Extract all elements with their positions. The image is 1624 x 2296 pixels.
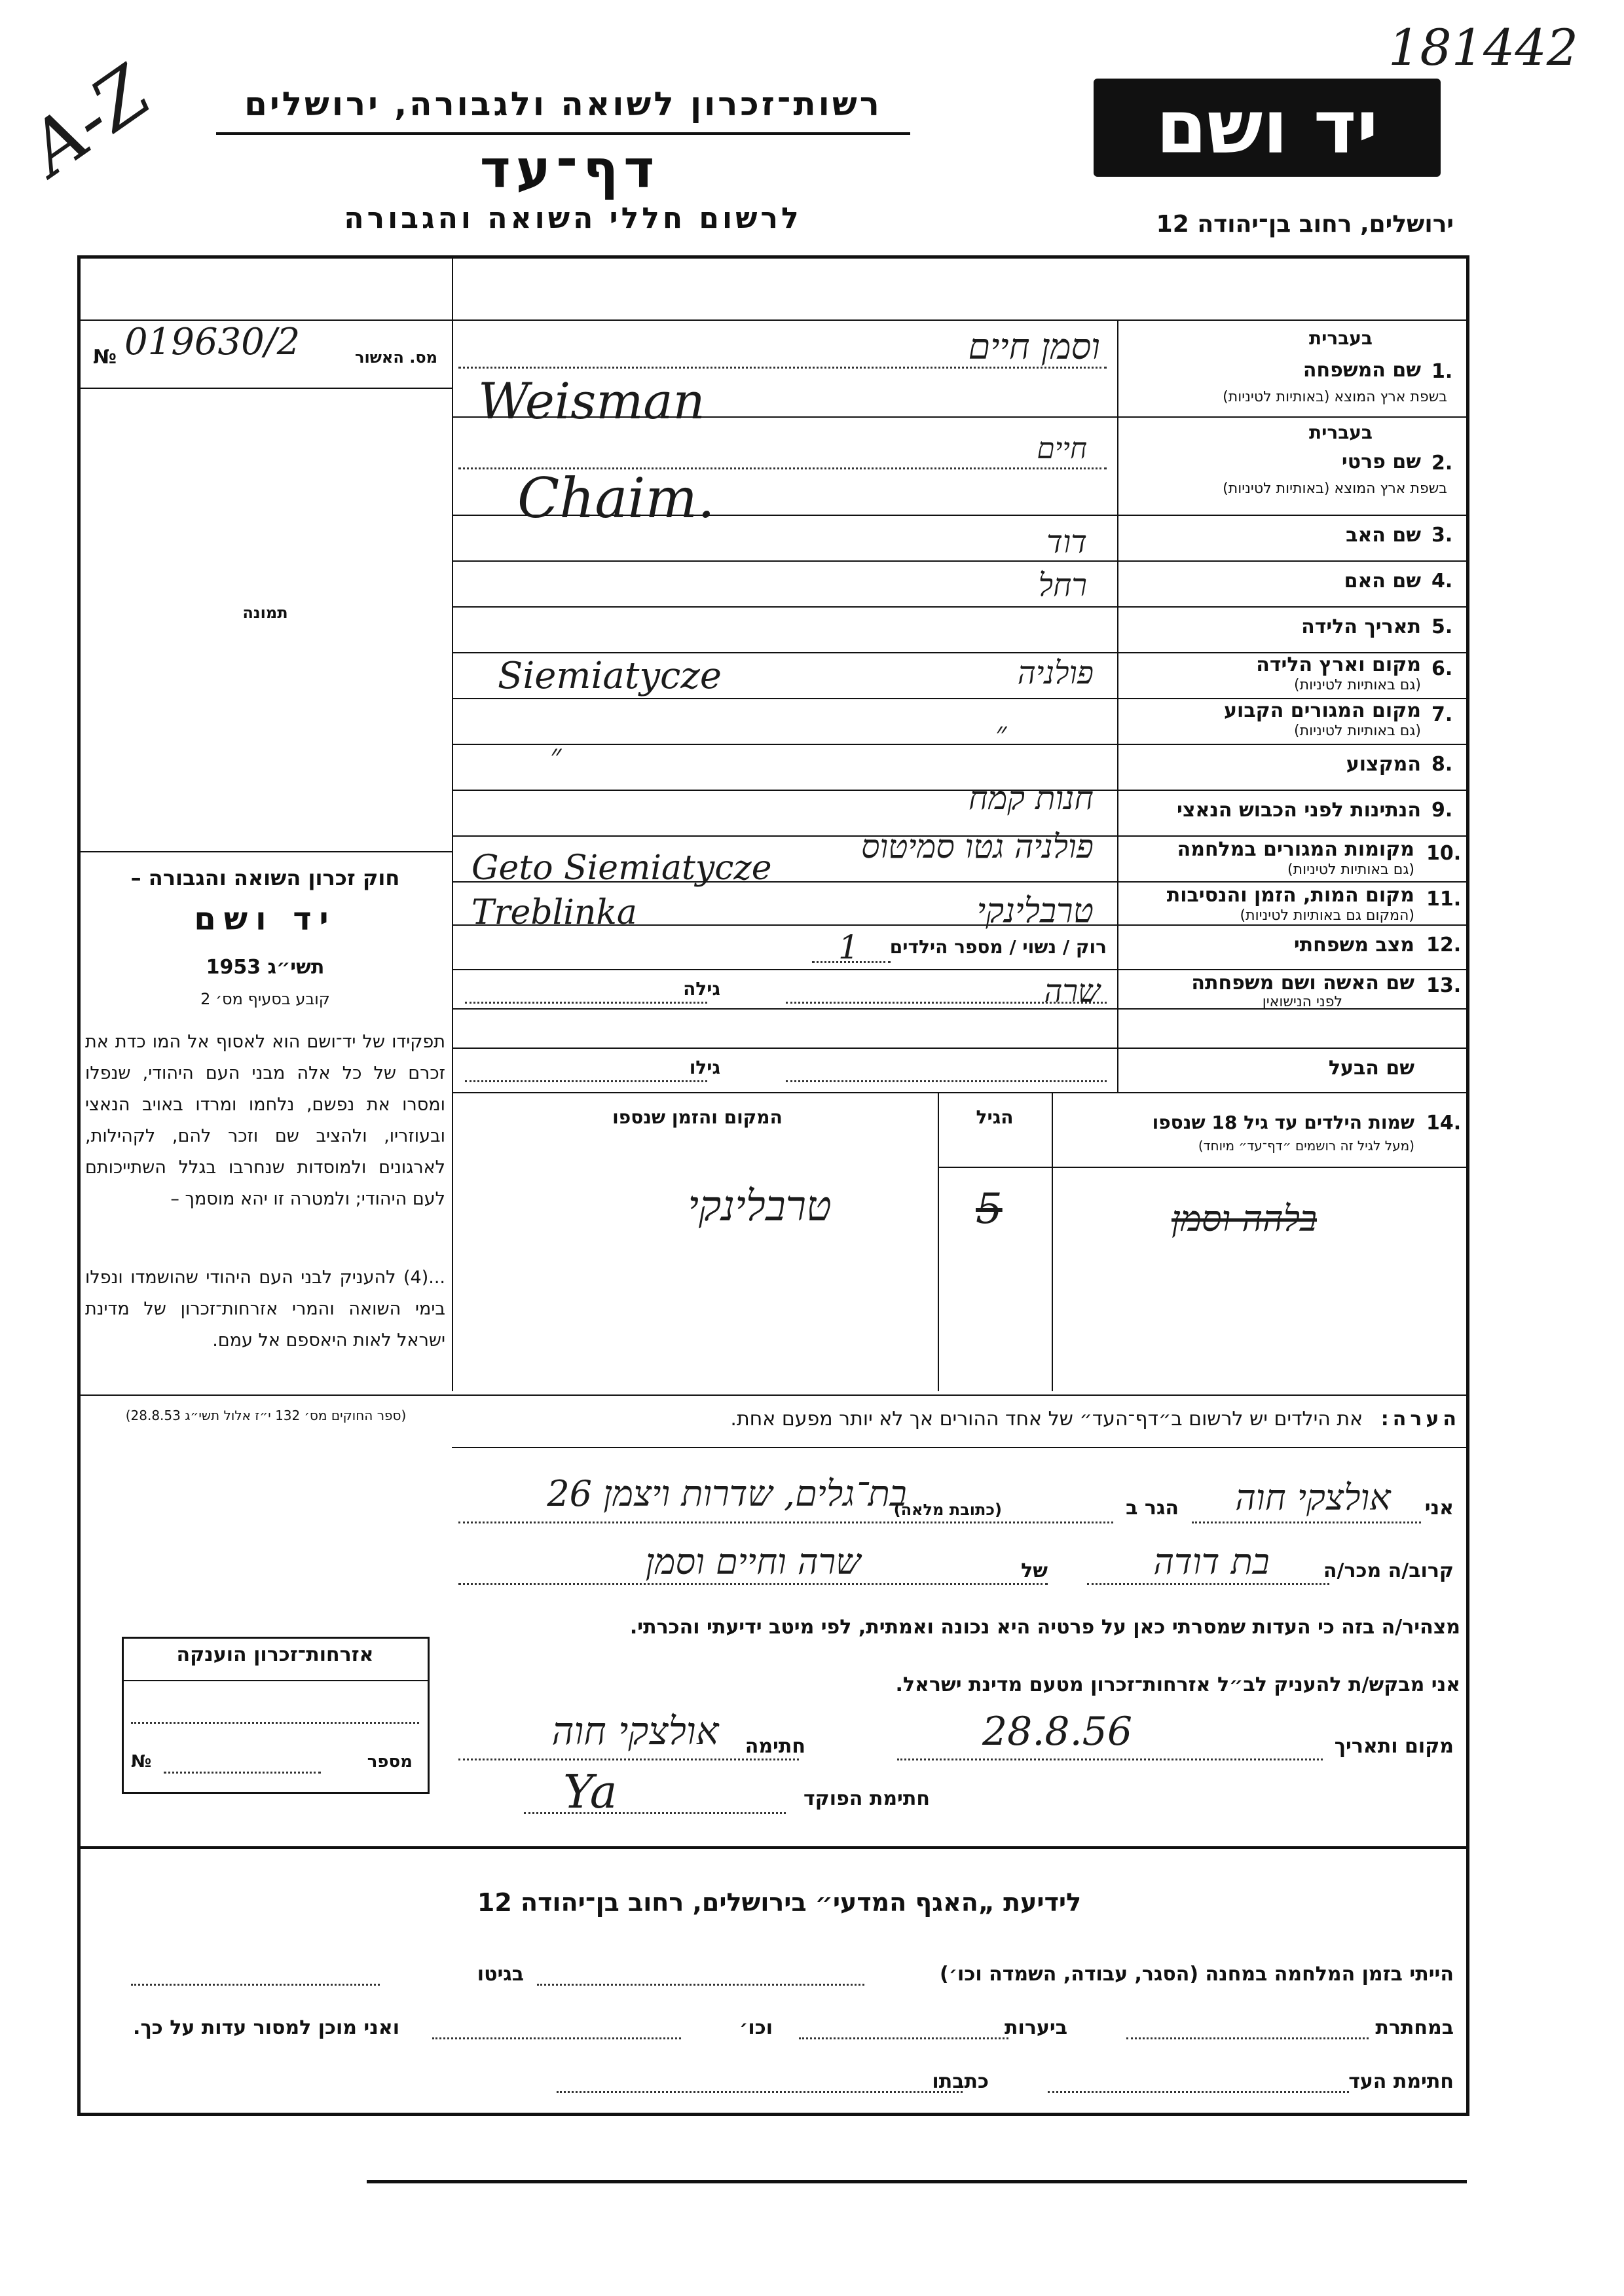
law-body: תפקידו של יד־ושם הוא לאסוף אל המו כדת את זכרם של כל אלה מבני העם היהודי, שנפלו ומסרו את נפשם, נלחמו ומרדו באויב הנאצי ובעוזריו, ולהציב שם וזכר להם, לקהילות, לארגונים ולמוסדות שנחרבו בגלל השתייכותם לעם היהודי; ולמטרה זו יהא מוסמך –	[85, 1032, 445, 1209]
form-subtitle: לרשום חללי השואה והגבורה	[344, 202, 802, 235]
left-column-divider	[452, 255, 453, 1391]
husband-name-line	[786, 1080, 1107, 1082]
children-header-line	[938, 1167, 1468, 1168]
field-1-number: 1.	[1431, 360, 1453, 383]
birth-place-hebrew[interactable]: פולניה	[1017, 655, 1094, 691]
field-7-sub: (גם באותיות לטיניות)	[1294, 723, 1421, 739]
authority-name: רשות־זכרון לשואה ולגבורה, ירושלים	[244, 85, 882, 123]
field-14-number: 14.	[1426, 1112, 1462, 1135]
row-line	[452, 1092, 1468, 1093]
family-status-options: רוק / נשוי / מספר הילדים	[889, 936, 1107, 958]
decl-relative-label: קרוב/ה מכר/ה	[1323, 1559, 1454, 1582]
bottom-witness-sig: חתימת העד	[1348, 2070, 1454, 2093]
field-8-number: 8.	[1431, 753, 1453, 776]
approval-row-line	[79, 388, 452, 389]
family-name-latin[interactable]: Weisman	[478, 372, 705, 430]
decl-request: אני מבקש/ת להעניק לב״ל אזרחות־זכרון מטעם מדינת ישראל.	[895, 1673, 1460, 1696]
field-7-number: 7.	[1431, 703, 1453, 726]
field-2-label: שם פרטי	[1341, 450, 1421, 473]
ghetto-line	[131, 1984, 380, 1986]
birth-place-latin[interactable]: Siemiatycze	[498, 655, 722, 697]
bottom-etc: וכו׳	[739, 2016, 773, 2039]
yad-vashem-logo	[1094, 79, 1441, 177]
corner-mark: A-Z	[13, 50, 166, 191]
law-yad-vashem: יד ושם	[194, 901, 337, 938]
declarant-address-value[interactable]: בת־גלים, שדרות ויצמן 26	[547, 1473, 907, 1514]
bottom-underground: במחתרת	[1375, 2016, 1454, 2039]
nationality-value[interactable]: חנות קמח	[968, 779, 1094, 817]
husband-age-line	[465, 1080, 707, 1082]
field-14-sub: (מעל לגיל זה רושמים ״דף־עד״ מיוחד)	[1198, 1138, 1414, 1154]
death-place-hebrew[interactable]: טרבלינקי	[976, 892, 1094, 931]
child-death-place-value[interactable]: טרבלינקי	[688, 1182, 832, 1231]
decl-resides: הגר ב	[1126, 1497, 1179, 1520]
witness-address-line	[557, 2091, 963, 2093]
decl-ani: אני	[1424, 1497, 1454, 1520]
field-10-number: 10.	[1426, 842, 1462, 865]
children-count-value[interactable]: 1	[838, 928, 859, 966]
approval-number: 019630/2	[124, 321, 301, 363]
field-2-number: 2.	[1431, 452, 1453, 475]
field-9-label: הנתינות לפני הכבוש הנאצי	[1177, 799, 1421, 822]
field-12-number: 12.	[1426, 934, 1462, 957]
husband-label: שם הבעל	[1328, 1057, 1414, 1080]
field-10-label: מקומות המגורים במלחמה	[1177, 838, 1414, 861]
field-13-label: שם האשה ושם משפחתה	[1191, 972, 1414, 994]
label-column-divider	[1117, 319, 1118, 1092]
field-5-number: 5.	[1431, 615, 1453, 638]
law-citation: (ספר החוקים מס׳ 132 י״ז אלול תשי״ג 28.8.53)	[125, 1408, 407, 1423]
bottom-address: כתבתו	[932, 2070, 989, 2093]
row-line	[452, 969, 1468, 970]
field-5-label: תאריך הלידה	[1301, 615, 1421, 638]
citizenship-number-label: מספר	[367, 1752, 413, 1772]
law-heading: חוק זכרון השואה והגבורה –	[130, 866, 400, 890]
bottom-section-line	[79, 1846, 1468, 1849]
wife-age-line	[465, 1002, 707, 1004]
citizenship-line	[131, 1722, 419, 1724]
law-clause: קובע בסעיף מס׳ 2	[200, 990, 330, 1008]
decl-statement: מצהיר/ה בזה כי העדות שמסרתי כאן על פרטיה היא נכונה ואמתית, לפי מיטב ידיעתי והכרתי.	[629, 1616, 1460, 1639]
war-residence-hebrew[interactable]: פולניה גטו סמיטוס	[861, 828, 1094, 866]
citizenship-title: אזרחות־זכרון הוענקה	[176, 1643, 374, 1666]
first-name-latin[interactable]: Chaim.	[517, 466, 715, 530]
field-3-number: 3.	[1431, 524, 1453, 547]
officer-signature-value[interactable]: Ya	[563, 1765, 618, 1819]
note-label: הערה:	[1380, 1408, 1460, 1430]
photo-label: תמונה	[242, 604, 288, 622]
relative-of-value[interactable]: שרה וחיים וסמן	[645, 1541, 861, 1582]
form-title: דף־עד	[479, 139, 660, 200]
bottom-title: לידיעת „האגף המדעי״ בירושלים, רחוב בן־יהודה 12	[477, 1888, 1082, 1917]
camp-line	[537, 1984, 864, 1986]
mother-name-value[interactable]: רחל	[1038, 567, 1087, 604]
children-col-divider-2	[1052, 1092, 1053, 1391]
signature-label: חתימה	[745, 1735, 805, 1758]
law-year: תשי״ג 1953	[206, 956, 325, 979]
hebrew-tag-1: בעברית	[1308, 327, 1373, 349]
family-name-hebrew[interactable]: וסמן חיים	[968, 326, 1100, 367]
approval-label: מס. האשור	[355, 348, 437, 367]
children-col-divider-1	[938, 1092, 939, 1391]
declarant-address-line	[458, 1522, 1113, 1523]
etc-line	[432, 2037, 681, 2039]
relation-value[interactable]: בת דודה	[1153, 1541, 1270, 1582]
relative-of-line	[458, 1583, 1048, 1585]
field-9-number: 9.	[1431, 799, 1453, 822]
children-age-header: הגיל	[976, 1106, 1014, 1128]
citizenship-title-line	[122, 1680, 430, 1681]
field-11-label: מקום המות, הזמן והנסיבות	[1166, 884, 1414, 907]
field-1-sub: בשפת ארץ המוצא (באותיות לטיניות)	[1223, 389, 1447, 405]
row-line	[452, 1048, 1468, 1049]
row-line	[452, 560, 1468, 562]
date-line	[897, 1758, 1323, 1760]
law-top-line	[79, 851, 452, 852]
underground-line	[1126, 2037, 1369, 2039]
field-4-number: 4.	[1431, 570, 1453, 592]
note-text	[458, 1408, 1460, 1430]
child-name-value[interactable]: בלהה וסמן	[1171, 1198, 1318, 1239]
wife-name-value[interactable]: שרה	[1044, 973, 1100, 1010]
field-8-label: המקצוע	[1346, 753, 1421, 776]
relation-line	[1087, 1583, 1329, 1585]
authority-underline	[216, 132, 910, 135]
field-11-number: 11.	[1426, 888, 1462, 911]
officer-signature-label: חתימת הפוקד	[803, 1787, 930, 1810]
hebrew-tag-2: בעברית	[1308, 422, 1373, 443]
husband-age-label: גילו	[689, 1057, 720, 1078]
archive-number: 181442	[1388, 18, 1579, 77]
death-place-latin[interactable]: Treblinka	[471, 893, 637, 932]
citizenship-symbol: №	[131, 1752, 152, 1772]
decl-full-address-label: (כתובת מלאה)	[893, 1501, 1002, 1519]
field-12-label: מצב משפחתי	[1293, 934, 1414, 957]
field-14-label: שמות הילדים עד גיל 18 שנספו	[1152, 1112, 1414, 1133]
field-13-sub: לפני הנישואין	[1262, 994, 1342, 1010]
note-bottom-line	[452, 1447, 1468, 1448]
scan-edge-line	[367, 2180, 1467, 2183]
citation-top-line	[79, 1394, 1468, 1396]
officer-signature-line	[524, 1812, 786, 1814]
declarant-name-value[interactable]: אולצקי חוה	[1235, 1477, 1391, 1518]
row-line	[452, 744, 1468, 745]
field-11-sub: (המקום גם באותיות לטיניות)	[1240, 907, 1414, 924]
approval-symbol: №	[93, 346, 117, 369]
field-7-label: מקום המגורים הקבוע	[1224, 699, 1421, 722]
father-name-value[interactable]: דוד	[1046, 524, 1087, 560]
field-13-number: 13.	[1426, 974, 1462, 997]
logo-text: יד ושם	[1156, 85, 1378, 170]
row-line	[452, 606, 1468, 608]
bottom-ghetto: בגיטו	[477, 1963, 524, 1986]
child-age-value[interactable]: 5	[976, 1185, 1003, 1233]
bottom-ready: ואני מוכן למסור עדות על כך.	[133, 2016, 399, 2039]
witness-sig-line	[1048, 2091, 1349, 2093]
field-4-label: שם האם	[1344, 570, 1421, 592]
residence-value[interactable]: ״	[995, 715, 1007, 750]
date-value[interactable]: 28.8.56	[982, 1709, 1133, 1755]
citizenship-number-line	[164, 1772, 321, 1774]
field-3-label: שם האב	[1346, 524, 1421, 547]
field-6-sub: (גם באותיות לטיניות)	[1294, 677, 1421, 693]
declarant-name-line	[1192, 1522, 1421, 1523]
field-1-label: שם המשפחה	[1302, 359, 1421, 382]
children-place-header: המקום והזמן שנספו	[612, 1106, 783, 1128]
signature-value[interactable]: אולצקי חוה	[551, 1709, 719, 1753]
field-2-sub: בשפת ארץ המוצא (באותיות לטיניות)	[1223, 481, 1447, 497]
profession-value[interactable]: ״	[550, 737, 562, 773]
field-10-sub: (גם באותיות לטיניות)	[1287, 862, 1414, 878]
bottom-line1: הייתי בזמן המלחמה במחנה (הסגר, עבודה, השמדה וכו׳)	[940, 1963, 1454, 1986]
field-6-number: 6.	[1431, 657, 1453, 680]
decl-of-label: של	[1021, 1559, 1048, 1582]
forests-line	[799, 2037, 1008, 2039]
place-date-label: מקום ותאריך	[1334, 1735, 1454, 1758]
war-residence-latin[interactable]: Geto Siemiatycze	[471, 848, 772, 888]
field-6-label: מקום וארץ הלידה	[1256, 653, 1421, 676]
bottom-forests: ביערות	[1005, 2016, 1067, 2039]
signature-line	[458, 1758, 799, 1760]
first-name-hebrew[interactable]: חיים	[1037, 432, 1087, 465]
note-body: את הילדים יש לרשום ב״דף־העד״ של אחד ההורים אך לא יותר מפעם אחת.	[730, 1408, 1363, 1430]
header-address: ירושלים, רחוב בן־יהודה 12	[1156, 211, 1454, 238]
law-item-4: ...(4) להעניק לבני העם היהודי שהושמדו ונפלו בימי השואה והמרי אזרחות־זכרון של מדינת ישראל לאות היאספם אל עמם.	[85, 1267, 445, 1351]
wife-age-label: גילה	[683, 978, 720, 1000]
